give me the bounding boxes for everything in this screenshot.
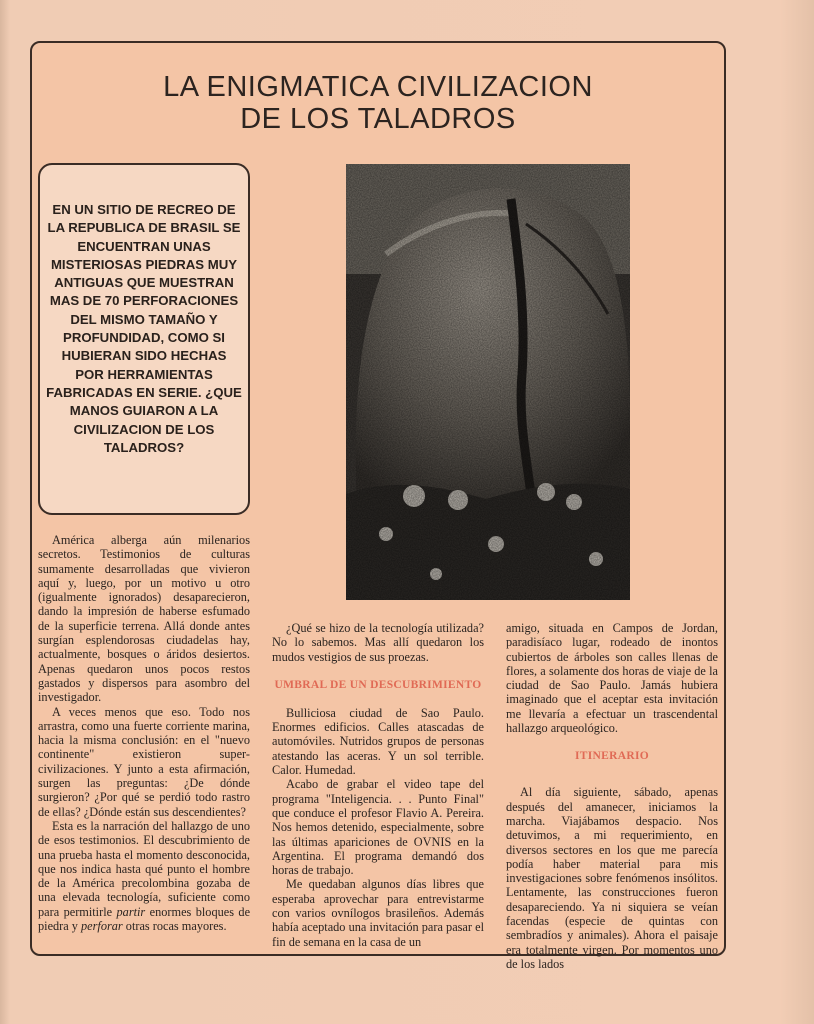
section-heading-itinerario: ITINERARIO: [575, 750, 649, 763]
column-2-paragraph-2: Bulliciosa ciudad de Sao Paulo. Enormes edificios. Calles atascadas de automóviles. Nutridos grupos de personas atestando las aceras. Y un sol terrible. Calor. Humedad.: [272, 705, 484, 778]
article-column-1: [38, 533, 250, 933]
column-3-paragraph-2: Al día siguiente, sábado, apenas después del amanecer, iniciamos la marcha. Viajábamos despacio. Nos detuvimos, a mi requerimiento, en diversos sectores en los que me parecía podía haber material para mis investigaciones sobre fenómenos insólitos. Lentamente, las construcciones fueron desapareciendo. Ya ni siquiera se veían facendas (especie de quintas con sembradíos y animales). Ahora el paisaje era totalmente virgen. Por momentos uno de los lados: [506, 785, 718, 971]
column-1-paragraph-1: América alberga aún milenarios secretos. Testimonios de culturas sumamente desarrolladas que vivieron aquí y, luego, por un motivo u otro (igualmente ignorados) desaparecieron, dando la impresión de haberse esfumado de la superficie terrena. Allá donde antes surgían esplendorosas ciudadelas hay, actualmente, bosques o áridos desiertos. Apenas quedaron unos pocos restos gastados y dispersos para asombro del investigador.: [38, 533, 250, 705]
column-1-paragraph-3: [38, 819, 250, 933]
column-1-paragraph-3-part-b: enormes bloques de piedra y: [38, 904, 251, 934]
article-title: [32, 71, 724, 135]
stone-photo-drawing: [346, 164, 630, 600]
column-1-paragraph-3-part-a: Esta es la narración del hallazgo de uno de esos testimonios. El descubrimiento de una prueba hasta el momento desconocida, que nos indica hasta qué punto el hombre de la América precolombina gozaba de una elevada tecnología, suficiente como para permitirle: [38, 818, 250, 919]
column-3-paragraph-1: amigo, situada en Campos de Jordan, paradisíaco lugar, rodeado de inontos cubiertos de árboles son calles llenas de flores, a solamente dos horas de viaje de la ciudad de Sao Paulo. Jamás hubiera imaginado que el aceptar esta invitación me llevaría a efectuar un trascendental hallazgo arqueológico.: [506, 621, 718, 736]
title-line-1: LA ENIGMATICA CIVILIZACION: [163, 71, 593, 103]
column-2-paragraph-3: Acabo de grabar el video tape del programa "Inteligencia. . . Punto Final" que conduce el profesor Flavio A. Pereira. Nos hemos detenido, especialmente, sobre las últimas apariciones de OVNIS en la Argentina. El programa demandó dos horas de trabajo.: [272, 777, 484, 878]
intro-callout-text: EN UN SITIO DE RECREO DE LA REPUBLICA DE BRASIL SE ENCUENTRAN UNAS MISTERIOSAS PIEDRAS MUY ANTIGUAS QUE MUESTRAN MAS DE 70 PERFORACIONES DEL MISMO TAMAÑO Y PROFUNDIDAD, COMO SI HUBIERAN SIDO HECHAS POR HERRAMIENTAS FABRICADAS EN SERIE. ¿QUE MANOS GUIARON A LA CIVILIZACION DE LOS TALADROS?: [46, 202, 242, 455]
column-2-paragraph-4: Me quedaban algunos días libres que esperaba aprovechar para entrevistarme con varios ovnílogos brasileños. Además había aceptado una invitación para pasar el fin de semana en la casa de un: [272, 877, 484, 949]
column-1-paragraph-3-part-c: otras rocas mayores.: [125, 919, 227, 934]
intro-callout-box: [38, 163, 250, 515]
italic-partir: partir: [116, 904, 146, 919]
column-1-paragraph-2: A veces menos que eso. Todo nos arrastra, como una fuerte corriente marina, hacia la misma conclusión: en el "nuevo continente" existieron super-civilizaciones. Y junto a esta afirmación, surgen las preguntas: ¿De dónde surgieron? ¿Por qué se perdió todo rastro de ellas? ¿Dónde están sus descendientes?: [38, 704, 250, 819]
column-2-paragraph-1: ¿Qué se hizo de la tecnología utilizada? No lo sabemos. Mas allí quedaron los mudos vestigios de sus proezas.: [272, 621, 484, 664]
article-frame: [30, 41, 726, 971]
section-heading-umbral: UMBRAL DE UN DESCUBRIMIENTO: [274, 678, 482, 691]
title-line-2: DE LOS TALADROS: [240, 103, 516, 135]
article-column-3: [506, 621, 718, 971]
article-column-2: [272, 621, 484, 949]
italic-perforar: perforar: [81, 919, 123, 934]
stone-photo: [346, 164, 630, 600]
